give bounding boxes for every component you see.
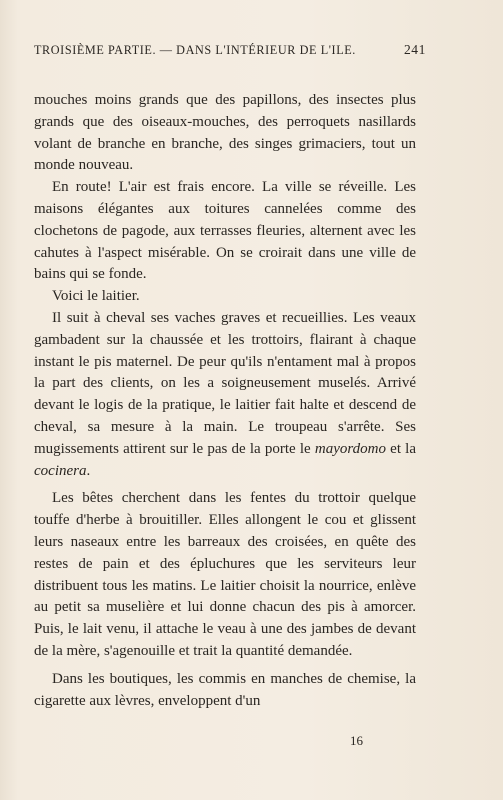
text-run: mouches moins grands que des papillons, des insectes plus grands que des oiseaux-mouches, des perroquets nasillards volant de branche en branche, des singes grimaciers, tout un monde nouveau. — [34, 92, 416, 174]
italic-text: cocinera — [34, 462, 87, 479]
running-title: TROISIÈME PARTIE. — DANS L'INTÉRIEUR DE L'ILE. — [34, 43, 356, 57]
body-text — [34, 90, 416, 712]
page-number: 241 — [403, 42, 426, 57]
text-run: En route! L'air est frais encore. La ville se réveille. Les maisons élégantes aux toitures cannelées comme des clochetons de pagode, aux terrasses fleuries, alternent avec les cahutes à l'aspect misérable. On se croirait dans une ville de bains qui se fonde. — [34, 179, 416, 283]
running-head — [34, 42, 426, 58]
text-run: Les bêtes cherchent dans les fentes du trottoir quelque touffe d'herbe à brouitiller. Elles allongent le cou et glissent leurs naseaux entre les barreaux des croisées, en quête des restes de pain et des épluchures que les serviteurs leur distribuent tous les matins. Le laitier choisit la nourrice, enlève au petit sa muselière et lui donne chacun des pis à amorcer. Puis, le lait venu, il attache le veau à une des jambes de devant de la mère, s'agenouille et trait la quantité demandée. — [34, 490, 416, 659]
paragraph — [34, 286, 416, 308]
paragraph — [34, 669, 416, 713]
paragraph — [34, 177, 416, 286]
paragraph — [34, 90, 416, 177]
paragraph — [34, 308, 416, 482]
signature-mark: 16 — [350, 733, 363, 748]
text-run: Voici le laitier. — [52, 288, 140, 305]
paragraph — [34, 488, 416, 662]
text-run: et la — [385, 440, 416, 457]
text-run: . — [86, 462, 91, 479]
italic-text: mayordomo — [314, 440, 386, 457]
text-run: Dans les boutiques, les commis en manches de chemise, la cigarette aux lèvres, enveloppent d'un — [34, 670, 416, 709]
text-run: Il suit à cheval ses vaches graves et recueillies. Les veaux gambadent sur la chaussée et les trottoirs, flairant à chaque instant le pis maternel. De peur qu'ils n'entament mal à propos la part des clients, on les a soigneusement muselés. Arrivé devant le logis de la pratique, le laitier fait halte et descend de cheval, sa mesure à la main. Le troupeau s'arrête. Ses mugissements attirent sur le pas de la porte le — [34, 309, 416, 457]
